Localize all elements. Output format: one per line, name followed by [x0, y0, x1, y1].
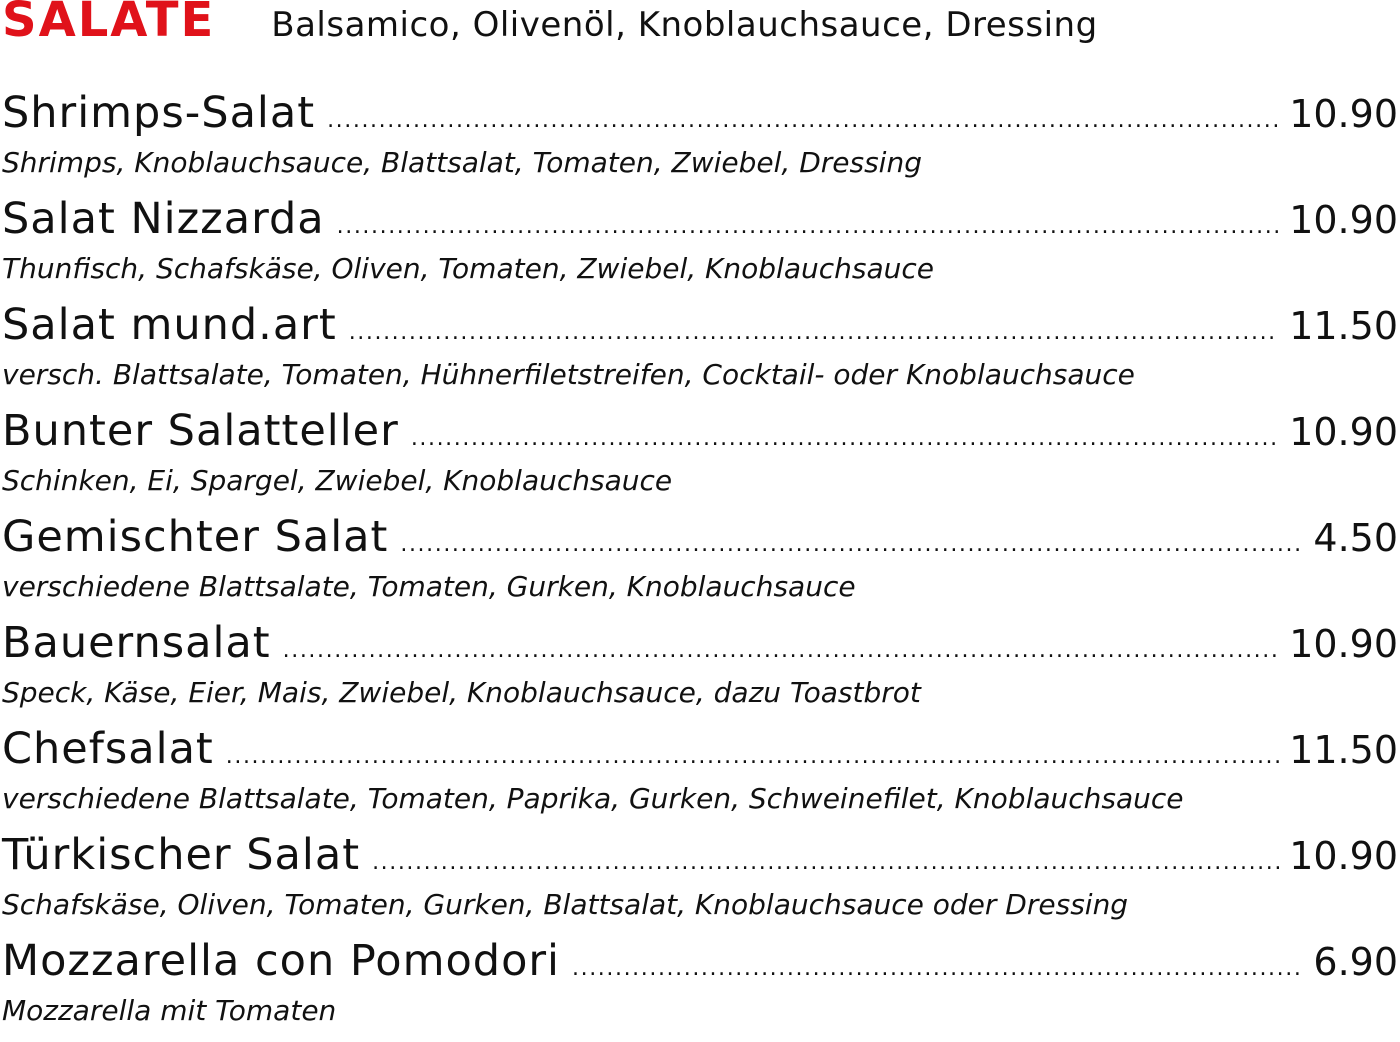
- menu-header: [2, 0, 1098, 62]
- dot-leader: [400, 532, 1303, 557]
- dot-leader: [226, 744, 1279, 769]
- dot-leader: [411, 426, 1279, 451]
- menu-item-line: [0, 512, 1400, 570]
- menu-item-price: 10.90: [1289, 410, 1398, 454]
- section-title: SALATE: [2, 0, 216, 48]
- menu-item-description: Shrimps, Knoblauchsauce, Blattsalat, Tomaten, Zwiebel, Dressing: [2, 146, 922, 179]
- menu-item: [0, 194, 1400, 300]
- menu-item-name: Mozzarella con Pomodori: [2, 936, 561, 986]
- dot-leader: [372, 850, 1279, 875]
- menu-item-line: [0, 88, 1400, 146]
- menu-item-price: 4.50: [1313, 516, 1398, 560]
- menu-item-price: 10.90: [1289, 198, 1398, 242]
- menu-item-line: [0, 194, 1400, 252]
- menu-item-price: 10.90: [1289, 834, 1398, 878]
- dot-leader: [283, 638, 1280, 663]
- menu-item-price: 11.50: [1289, 304, 1398, 348]
- menu-item-line: [0, 936, 1400, 994]
- menu-item-name: Bauernsalat: [2, 618, 271, 668]
- salad-menu-list: [0, 88, 1400, 1042]
- menu-item-description: Speck, Käse, Eier, Mais, Zwiebel, Knoblauchsauce, dazu Toastbrot: [2, 676, 921, 709]
- menu-item-line: [0, 300, 1400, 358]
- menu-item: [0, 512, 1400, 618]
- menu-item-description: Thunfisch, Schafskäse, Oliven, Tomaten, Zwiebel, Knoblauchsauce: [2, 252, 934, 285]
- menu-item-name: Chefsalat: [2, 724, 214, 774]
- menu-item-description: verschiedene Blattsalate, Tomaten, Gurken, Knoblauchsauce: [2, 570, 856, 603]
- menu-item: [0, 724, 1400, 830]
- menu-item-price: 10.90: [1289, 92, 1398, 136]
- menu-item: [0, 830, 1400, 936]
- section-subtitle: Balsamico, Olivenöl, Knoblauchsauce, Dressing: [271, 5, 1098, 45]
- menu-item-line: [0, 724, 1400, 782]
- menu-item: [0, 406, 1400, 512]
- menu-item: [0, 618, 1400, 724]
- menu-item-line: [0, 830, 1400, 888]
- menu-item-name: Türkischer Salat: [2, 830, 361, 880]
- menu-item: [0, 88, 1400, 194]
- dot-leader: [337, 214, 1280, 239]
- menu-item-description: Schafskäse, Oliven, Tomaten, Gurken, Blattsalat, Knoblauchsauce oder Dressing: [2, 888, 1129, 921]
- menu-item-name: Bunter Salatteller: [2, 406, 399, 456]
- menu-item-name: Shrimps-Salat: [2, 88, 316, 138]
- dot-leader: [349, 320, 1279, 345]
- menu-item-description: Mozzarella mit Tomaten: [2, 994, 337, 1027]
- menu-item-name: Salat Nizzarda: [2, 194, 325, 244]
- menu-item-line: [0, 618, 1400, 676]
- menu-item-description: Schinken, Ei, Spargel, Zwiebel, Knoblauchsauce: [2, 464, 673, 497]
- menu-item-price: 11.50: [1289, 728, 1398, 772]
- menu-item-name: Salat mund.art: [2, 300, 337, 350]
- menu-item-price: 10.90: [1289, 622, 1398, 666]
- dot-leader: [572, 956, 1303, 981]
- menu-item: [0, 300, 1400, 406]
- menu-item-price: 6.90: [1313, 940, 1398, 984]
- menu-item: [0, 936, 1400, 1042]
- dot-leader: [327, 108, 1279, 133]
- menu-item-description: verschiedene Blattsalate, Tomaten, Paprika, Gurken, Schweinefilet, Knoblauchsauce: [2, 782, 1184, 815]
- menu-item-name: Gemischter Salat: [2, 512, 389, 562]
- menu-item-line: [0, 406, 1400, 464]
- menu-item-description: versch. Blattsalate, Tomaten, Hühnerfiletstreifen, Cocktail- oder Knoblauchsauce: [2, 358, 1135, 391]
